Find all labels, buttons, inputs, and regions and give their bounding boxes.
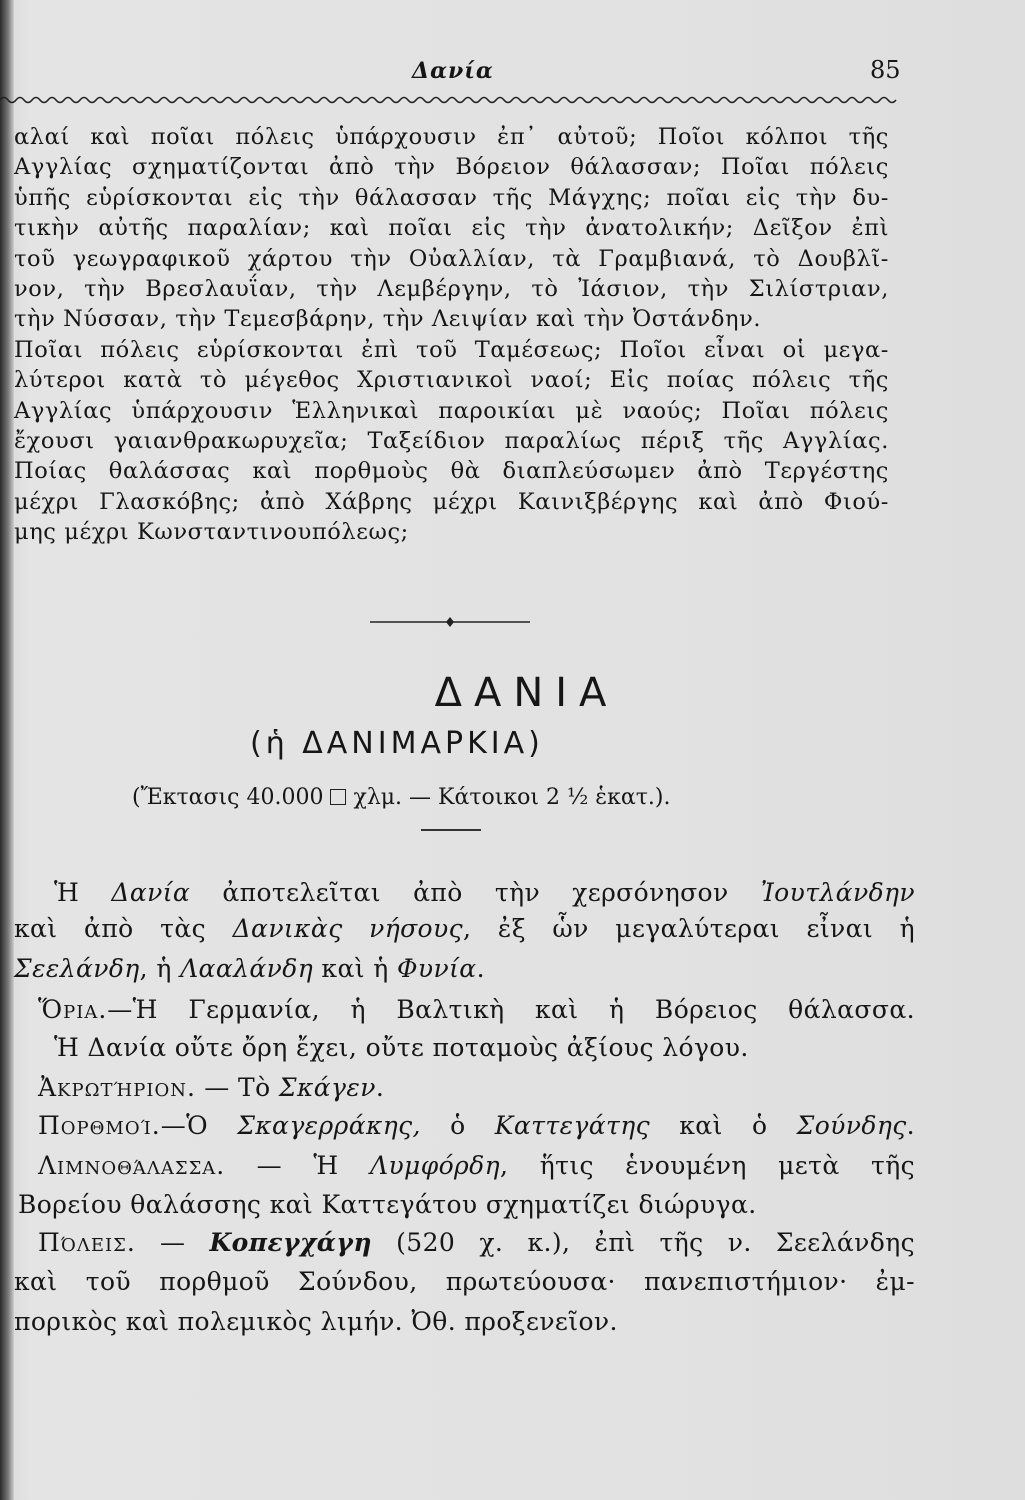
question-line: μης μέχρι Κωνσταντινουπόλεως; <box>14 519 409 546</box>
question-line: ὑπῆς εὑρίσκονται εἰς τὴν θάλασσαν τῆς Μάγχης; ποῖαι εἰς τὴν δυ- <box>14 184 889 211</box>
question-line: ἔχουσι γαιανθρακωρυχεῖα; Ταξείδιον παραλίως πέριξ τῆς Αγγλίας. <box>14 428 889 454</box>
place-name: Φυνία <box>397 954 477 983</box>
entry-heading: Πορθμοί. <box>38 1111 161 1140</box>
body-line <box>14 916 915 941</box>
body-line <box>14 1269 915 1294</box>
question-line: Αγγλίας σχηματίζονται ἀπὸ τὴν Βόρειον θάλασσαν; Ποῖαι πόλεις <box>14 154 889 181</box>
body-text: —Ὁ <box>160 1111 238 1140</box>
body-line <box>54 880 915 905</box>
entry-heading: Πόλεις. <box>38 1228 136 1257</box>
body-text: , ἡ <box>139 954 181 983</box>
body-line <box>54 1035 749 1060</box>
body-text: ἀποτελεῖται ἀπὸ τὴν χερσόνησον <box>190 878 761 907</box>
place-name: Καττεγάτης <box>494 1111 651 1140</box>
body-text: ὁ <box>420 1111 495 1140</box>
body-text: , ἥτις ἑνουμένη μετὰ τῆς <box>499 1151 915 1180</box>
body-text: . <box>476 954 485 983</box>
body-line <box>38 1230 915 1255</box>
body-text: — Τὸ <box>195 1073 279 1102</box>
question-line: τικὴν αὐτῆς παραλίαν; καὶ ποῖαι εἰς τὴν ἀνατολικήν; Δεῖξον ἐπὶ <box>14 215 889 242</box>
place-name: Σκαγερράκης, <box>237 1111 421 1140</box>
body-text: (520 χ. κ.), ἐπὶ τῆς ν. Σεελάνδης <box>371 1228 915 1257</box>
question-line: λύτεροι κατὰ τὸ μέγεθος Χριστιανικοὶ ναοί; Εἰς ποίας πόλεις τῆς <box>14 367 889 394</box>
question-line: Αγγλίας ὑπάρχουσιν Ἑλληνικαὶ παροικίαι μὲ ναούς; Ποῖαι πόλεις <box>14 397 889 424</box>
chapter-subtitle: (ἡ ΔΑΝΙΜΑΡΚΙΑ) <box>250 726 544 761</box>
body-line <box>18 1192 757 1217</box>
body-text: καὶ ἡ <box>313 954 398 983</box>
body-line <box>14 956 485 981</box>
running-head <box>0 52 1025 92</box>
section-divider-ornament <box>370 617 530 627</box>
place-name: Ἰουτλάνδην <box>760 878 915 907</box>
body-text: καὶ τοῦ πορθμοῦ Σούνδου, πρωτεύουσα· πανεπιστήμιον· ἐμ- <box>14 1267 915 1296</box>
body-text: , ἐξ ὧν μεγαλύτεραι εἶναι ἡ <box>463 914 916 943</box>
place-name: Σκάγεν <box>278 1073 376 1102</box>
body-line <box>38 1075 384 1100</box>
square-symbol-icon <box>330 789 346 805</box>
body-text: πορικὸς καὶ πολεμικὸς λιμήν. Ὀθ. προξενεῖον. <box>14 1307 618 1336</box>
body-line <box>14 1309 618 1334</box>
entry-heading: Λιμνοθάλασσα. <box>38 1151 226 1180</box>
page-number: 85 <box>870 56 901 84</box>
body-text: — Ἡ <box>225 1151 370 1180</box>
body-text: Ἡ <box>54 878 112 907</box>
body-text: — <box>135 1228 210 1257</box>
question-line: τοῦ γεωγραφικοῦ χάρτου τὴν Οὐαλλίαν, τὰ Γραμβιανά, τὸ Δουβλῖ- <box>14 245 889 272</box>
body-text: Βορείου θαλάσσης καὶ Καττεγάτου σχηματίζει διώρυγα. <box>18 1190 757 1219</box>
body-text: . <box>906 1111 915 1140</box>
body-text: . <box>375 1073 385 1102</box>
question-line: νον, τὴν Βρεσλαυΐαν, τὴν Λεμβέργην, τὸ Ἰάσιον, τὴν Σιλίστριαν, <box>14 276 889 302</box>
question-line: αλαί καὶ ποῖαι πόλεις ὑπάρχουσιν ἐπ᾽ αὐτοῦ; Ποῖοι κόλποι τῆς <box>14 124 889 150</box>
place-name: Δανικὰς νήσους <box>232 914 464 943</box>
body-text: Ἡ Δανία οὔτε ὄρη ἔχει, οὔτε ποταμοὺς ἀξίους λόγου. <box>54 1033 749 1062</box>
page-gutter-shadow <box>0 0 14 1500</box>
chapter-stats <box>132 785 670 810</box>
place-name: Κοπεγχάγη <box>209 1228 372 1257</box>
question-line: Ποίας θαλάσσας καὶ πορθμοὺς θὰ διαπλεύσωμεν ἀπὸ Τεργέστης <box>14 458 889 485</box>
place-name: Λααλάνδη <box>180 954 314 983</box>
question-line: μέχρι Γλασκόβης; ἀπὸ Χάβρης μέχρι Καινιξβέργης καὶ ἀπὸ Φιού- <box>14 488 889 515</box>
place-name: Σεελάνδη <box>14 954 140 983</box>
running-title: Δανία <box>412 58 494 84</box>
place-name: Δανία <box>111 878 191 907</box>
question-line: Ποῖαι πόλεις εὑρίσκονται ἐπὶ τοῦ Ταμέσεως; Ποῖοι εἶναι οἱ μεγα- <box>14 336 889 363</box>
body-line <box>38 1153 915 1178</box>
wavy-rule <box>0 94 900 106</box>
place-name: Λυμφόρδη <box>370 1151 500 1180</box>
place-name: Σούνδης <box>796 1111 907 1140</box>
stats-area: (Ἔκτασις 40.000 <box>132 785 324 810</box>
chapter-title: ΔΑΝΙΑ <box>434 670 619 716</box>
question-line: τὴν Νύσσαν, τὴν Τεμεσβάρην, τὴν Λειψίαν καὶ τὴν Ὀστάνδην. <box>14 306 762 333</box>
short-rule <box>421 829 481 831</box>
body-line <box>38 997 915 1022</box>
body-line <box>38 1113 915 1138</box>
stats-population: χλμ. — Κάτοικοι 2 ½ ἑκατ.). <box>353 785 671 810</box>
body-text: —Ἡ Γερμανία, ἡ Βαλτικὴ καὶ ἡ Βόρειος θάλασσα. <box>107 995 915 1024</box>
entry-heading: Ἀκρωτήριον. <box>38 1073 196 1102</box>
entry-heading: Ὅρια. <box>38 995 108 1024</box>
body-text: καὶ ὁ <box>650 1111 797 1140</box>
body-text: καὶ ἀπὸ τὰς <box>14 914 233 943</box>
